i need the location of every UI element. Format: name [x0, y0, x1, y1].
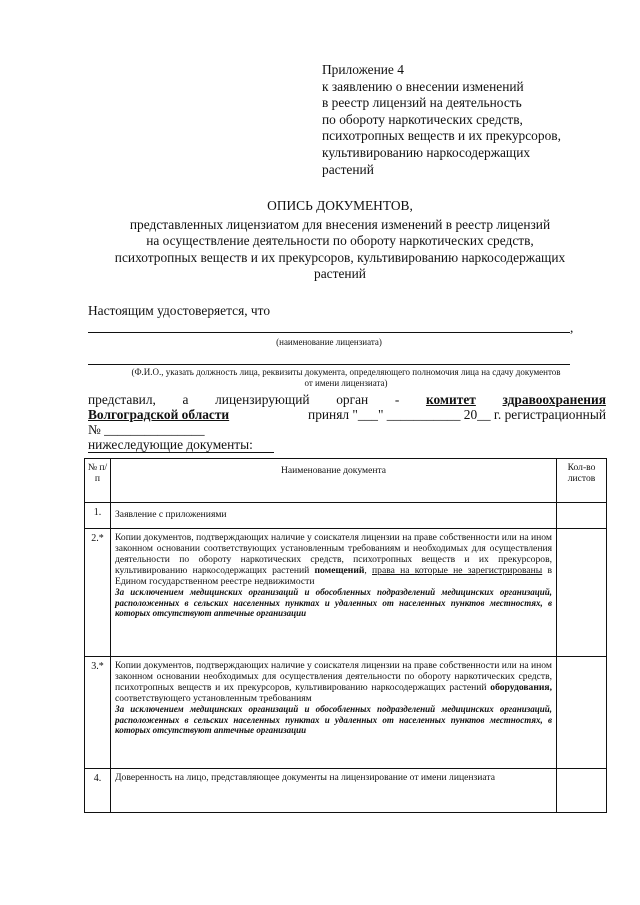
doc-bold-text: оборудования,	[490, 682, 552, 693]
table-row	[85, 657, 607, 769]
row-num: 1.	[85, 503, 111, 529]
table-row	[85, 503, 607, 529]
heading-line: психотропных веществ и их прекурсоров, культивированию наркосодержащих	[114, 249, 566, 265]
para-word: а	[182, 392, 189, 407]
row-num: 3.*	[85, 657, 111, 769]
caption-line: от имени лицензиата)	[304, 378, 388, 388]
para-word: -	[394, 392, 400, 407]
row-num: 4.	[85, 769, 111, 813]
doc-bold-text: помещений	[314, 565, 365, 576]
accepted-date-text: принял "___" ___________ 20__ г. регистрационный	[308, 407, 606, 422]
licensee-name-line[interactable]	[88, 332, 570, 333]
col-header-name: Наименование документа	[111, 459, 557, 503]
row-doc-name: Доверенность на лицо, представляющее документы на лицензирование от имени лицензиата	[111, 769, 557, 813]
row-qty-cell[interactable]	[557, 657, 607, 769]
annex-line: растений	[322, 161, 374, 177]
col-header-qty: Кол-во листов	[557, 459, 607, 503]
documents-table	[84, 458, 607, 813]
row-doc-name	[111, 529, 557, 657]
document-title: ОПИСЬ ДОКУМЕНТОВ,	[267, 198, 413, 213]
table-row	[85, 769, 607, 813]
annex-line: Приложение 4	[322, 62, 404, 77]
row-qty-cell[interactable]	[557, 503, 607, 529]
following-documents: нижеследующие документы:	[88, 437, 274, 453]
annex-line: культивированию наркосодержащих	[322, 144, 531, 160]
registration-number: № _______________	[88, 422, 205, 437]
row-doc-name: Заявление с приложениями	[111, 503, 557, 529]
doc-underlined-text: права на которые не зарегистрированы	[372, 565, 543, 576]
doc-text: ,	[364, 565, 367, 576]
para-word: представил,	[88, 392, 156, 407]
row-qty-cell[interactable]	[557, 529, 607, 657]
heading-line: представленных лицензиатом для внесения изменений в реестр лицензий	[129, 216, 551, 232]
row-qty-cell[interactable]	[557, 769, 607, 813]
acceptance-paragraph	[88, 392, 606, 453]
annex-line: психотропных веществ и их прекурсоров,	[322, 128, 561, 144]
para-word: лицензирующий	[215, 392, 310, 407]
doc-text: Копии документов, подтверждающих наличие у соискателя лицензии на праве собственности или на ином законном основании необходимых для осуществления деятельности по обороту наркотических средств, психотропных веществ и их прекурсоров, культивированию наркосодержащих растений	[115, 660, 552, 693]
col-header-num: № п/п	[85, 459, 111, 503]
row-num: 2.*	[85, 529, 111, 657]
authority-word: комитет	[425, 392, 476, 407]
doc-note: За исключением медицинских организаций и обособленных подразделений медицинских организаций, расположенных в сельских населенных пунктах и удаленных от населенных пунктов местностях, в которых отсутствуют аптечные организации	[115, 704, 552, 735]
annex-line: в реестр лицензий на деятельность	[322, 95, 522, 111]
annex-line: по обороту наркотических средств,	[322, 111, 523, 127]
authority-word: здравоохранения	[502, 392, 606, 407]
para-word: орган	[336, 392, 369, 407]
table-header-row	[85, 459, 607, 503]
caption-line: (Ф.И.О., указать должность лица, реквизиты документа, определяющего полномочия лица на сдачу документов	[131, 367, 561, 377]
doc-text: в Едином государственном реестре недвижимости	[115, 565, 552, 587]
document-heading	[70, 198, 610, 283]
heading-line: на осуществление деятельности по обороту наркотических средств,	[146, 233, 534, 249]
heading-line: растений	[314, 266, 366, 282]
certify-text: Настоящим удостоверяется, что	[88, 303, 271, 318]
doc-text: Копии документов, подтверждающих наличие у соискателя лицензии на праве собственности или на ином законном основании соответствующих установленным требованиям и необходимых для осуществления деятельности по обороту наркотических средств, психотропных веществ и их прекурсоров, культивированию наркосодержащих растений	[115, 532, 552, 576]
licensee-name-caption: (наименование лицензиата)	[276, 337, 382, 347]
person-details-line[interactable]	[88, 364, 570, 365]
doc-text: соответствующего установленным требованиям	[115, 693, 312, 704]
table-row	[85, 529, 607, 657]
annex-block	[322, 62, 622, 178]
licensee-line-comma: ,	[570, 320, 574, 335]
doc-note: За исключением медицинских организаций и обособленных подразделений медицинских организаций, расположенных в сельских населенных пунктах и удаленных от населенных пунктов местностях, в которых отсутствуют аптечные организации	[115, 587, 552, 618]
row-doc-name	[111, 657, 557, 769]
annex-line: к заявлению о внесении изменений	[322, 78, 524, 94]
authority-region: Волгоградской области	[88, 407, 230, 422]
person-details-caption	[84, 367, 608, 389]
